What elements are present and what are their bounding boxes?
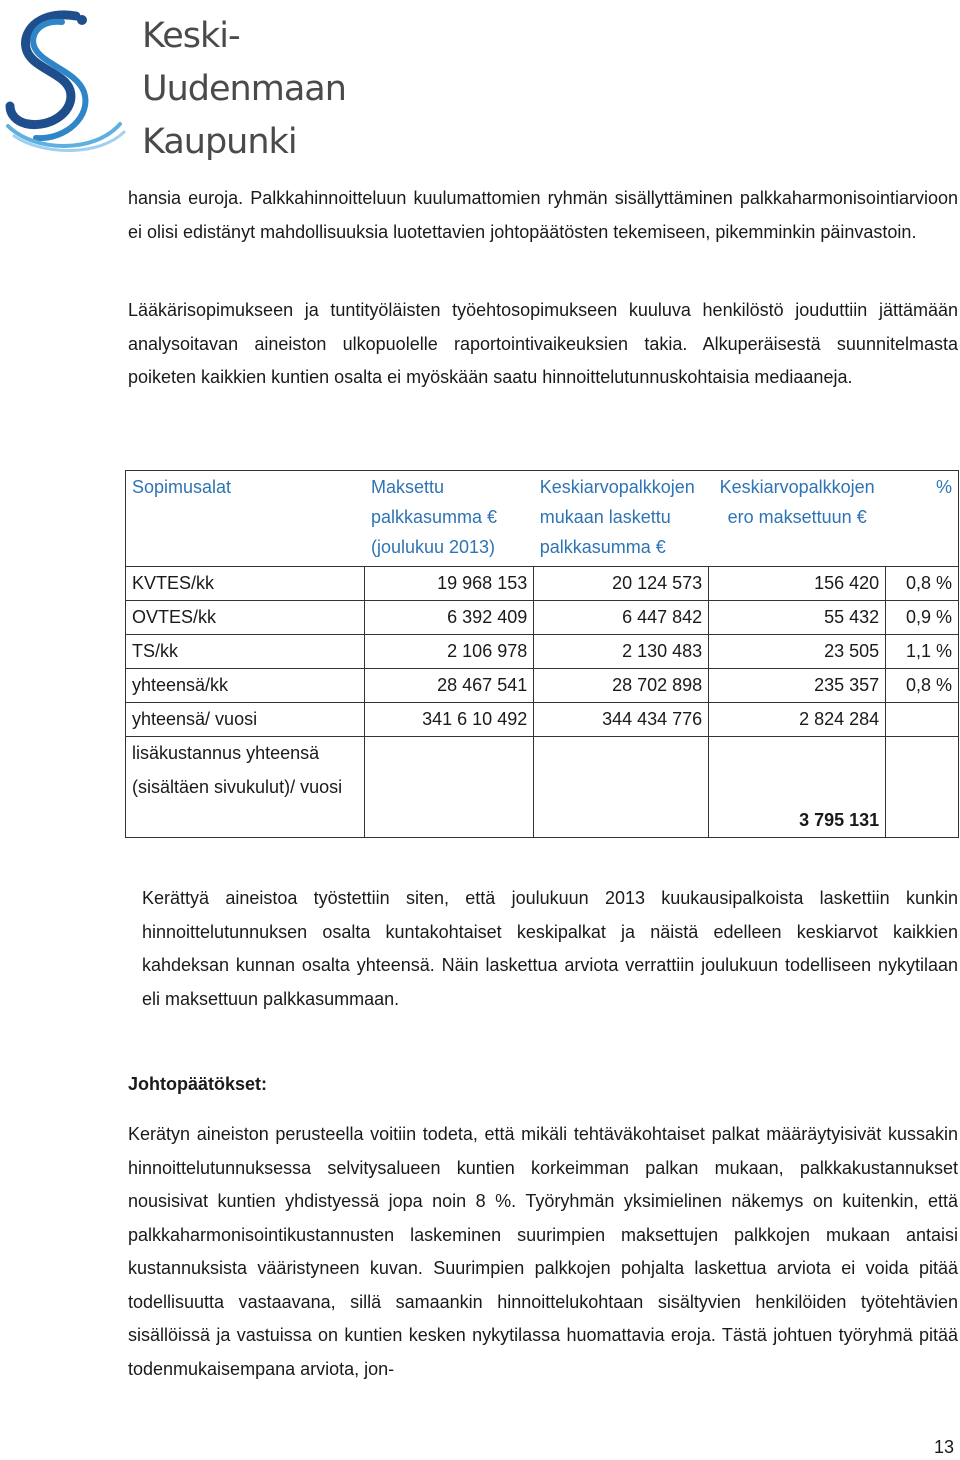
salary-table	[125, 470, 959, 838]
table-row	[126, 635, 959, 669]
cell-paid: 19 968 153	[365, 567, 534, 601]
row-label: TS/kk	[126, 635, 365, 669]
header-laskettu: Keskiarvopalkkojen mukaan laskettu palkkasumma €	[534, 471, 709, 567]
cell-calc: 344 434 776	[534, 703, 709, 737]
row-label: OVTES/kk	[126, 601, 365, 635]
cell-empty	[534, 737, 709, 838]
cell-pct: 1,1 %	[886, 635, 959, 669]
table-row	[126, 703, 959, 737]
paragraph-2: Lääkärisopimukseen ja tuntityöläisten työehtosopimukseen kuuluva henkilöstö jouduttiin jättämään analysoitavan aineiston ulkopuolelle raportointivaikeuksien takia. Alkuperäisestä suunnitelmasta poiketen kaikkien kuntien osalta ei myöskään saatu hinnoittelutunnuskohtaisia mediaaneja.	[128, 300, 958, 387]
cell-diff: 235 357	[709, 669, 886, 703]
header-sopimusalat: Sopimusalat	[126, 471, 365, 567]
cell-calc: 2 130 483	[534, 635, 709, 669]
cell-paid: 6 392 409	[365, 601, 534, 635]
paragraph-3: Kerättyä aineistoa työstettiin siten, että joulukuun 2013 kuukausipalkoista laskettiin kunkin hinnoittelutunnuksen osalta kuntakohtaiset keskipalkat ja näistä edelleen keskiarvot kaikkien kahdeksan kunnan osalta yhteensä. Näin laskettua arviota verrattiin joulukuun todelliseen nykytilaan eli maksettuun palkkasummaan.	[142, 888, 958, 1009]
cell-empty	[886, 737, 959, 838]
cell-diff: 156 420	[709, 567, 886, 601]
city-logo	[4, 6, 346, 162]
logo-wordmark	[142, 10, 346, 169]
cell-pct: 0,8 %	[886, 669, 959, 703]
row-label: yhteensä/ vuosi	[126, 703, 365, 737]
paragraph-4: Kerätyn aineiston perusteella voitiin todeta, että mikäli tehtäväkohtaiset palkat määräytyisivät kussakin hinnoittelutunnuksessa selvitysalueen kuntien korkeimman palkan mukaan, palkkakustannukset nousisivat kuntien yhdistyessä jopa noin 8 %. Työryhmän yksimielinen näkemys on kuitenkin, että palkkaharmonisointikustannusten laskeminen suurimpien maksettujen palkkojen mukaan antaisi kustannuksista vääristyneen kuvan. Suurimpien palkkojen pohjalta laskettua arviota ei voida pitää todellisuutta vastaavana, sillä samaankin hinnoittelukohtaan sisältyvien henkilöiden työtehtävien sisällöissä ja vastuissa on kuntien kesken nykytilassa huomattavia eroja. Tästä johtuen työryhmä pitää todenmukaisempana arviota, jon-	[128, 1124, 958, 1379]
cell-pct: 0,9 %	[886, 601, 959, 635]
paragraph-1: hansia euroja. Palkkahinnoitteluun kuulumattomien ryhmän sisällyttäminen palkkaharmonisointiarvioon ei olisi edistänyt mahdollisuuksia luotettavien johtopäätösten tekemiseen, pikemminkin päinvastoin.	[128, 188, 958, 242]
cell-paid: 28 467 541	[365, 669, 534, 703]
logo-line-2: Uudenmaan	[142, 69, 346, 109]
cell-diff: 55 432	[709, 601, 886, 635]
header-percent: %	[886, 471, 959, 567]
cell-paid: 341 6 10 492	[365, 703, 534, 737]
logo-line-3: Kaupunki	[142, 122, 297, 162]
swan-logo-icon	[4, 6, 134, 156]
table-header-row	[126, 471, 959, 567]
row-label: yhteensä/kk	[126, 669, 365, 703]
cell-calc: 28 702 898	[534, 669, 709, 703]
header-ero: Keskiarvopalkkojen ero maksettuun €	[709, 471, 886, 567]
cell-calc: 6 447 842	[534, 601, 709, 635]
table-row	[126, 669, 959, 703]
cell-calc: 20 124 573	[534, 567, 709, 601]
table-row	[126, 601, 959, 635]
logo-line-1: Keski-	[142, 16, 240, 56]
header-maksettu: Maksettu palkkasumma € (joulukuu 2013)	[365, 471, 534, 567]
row-label-extra-cost: lisäkustannus yhteensä (sisältäen sivukulut)/ vuosi	[126, 737, 365, 838]
section-heading: Johtopäätökset:	[128, 1074, 268, 1094]
page-number: 13	[933, 1437, 954, 1457]
row-label: KVTES/kk	[126, 567, 365, 601]
cell-diff: 2 824 284	[709, 703, 886, 737]
table-row-extra-cost	[126, 737, 959, 838]
cell-empty	[365, 737, 534, 838]
cell-diff: 23 505	[709, 635, 886, 669]
cell-pct	[886, 703, 959, 737]
cell-extra-cost: 3 795 131	[709, 737, 886, 838]
cell-paid: 2 106 978	[365, 635, 534, 669]
table-row	[126, 567, 959, 601]
cell-pct: 0,8 %	[886, 567, 959, 601]
